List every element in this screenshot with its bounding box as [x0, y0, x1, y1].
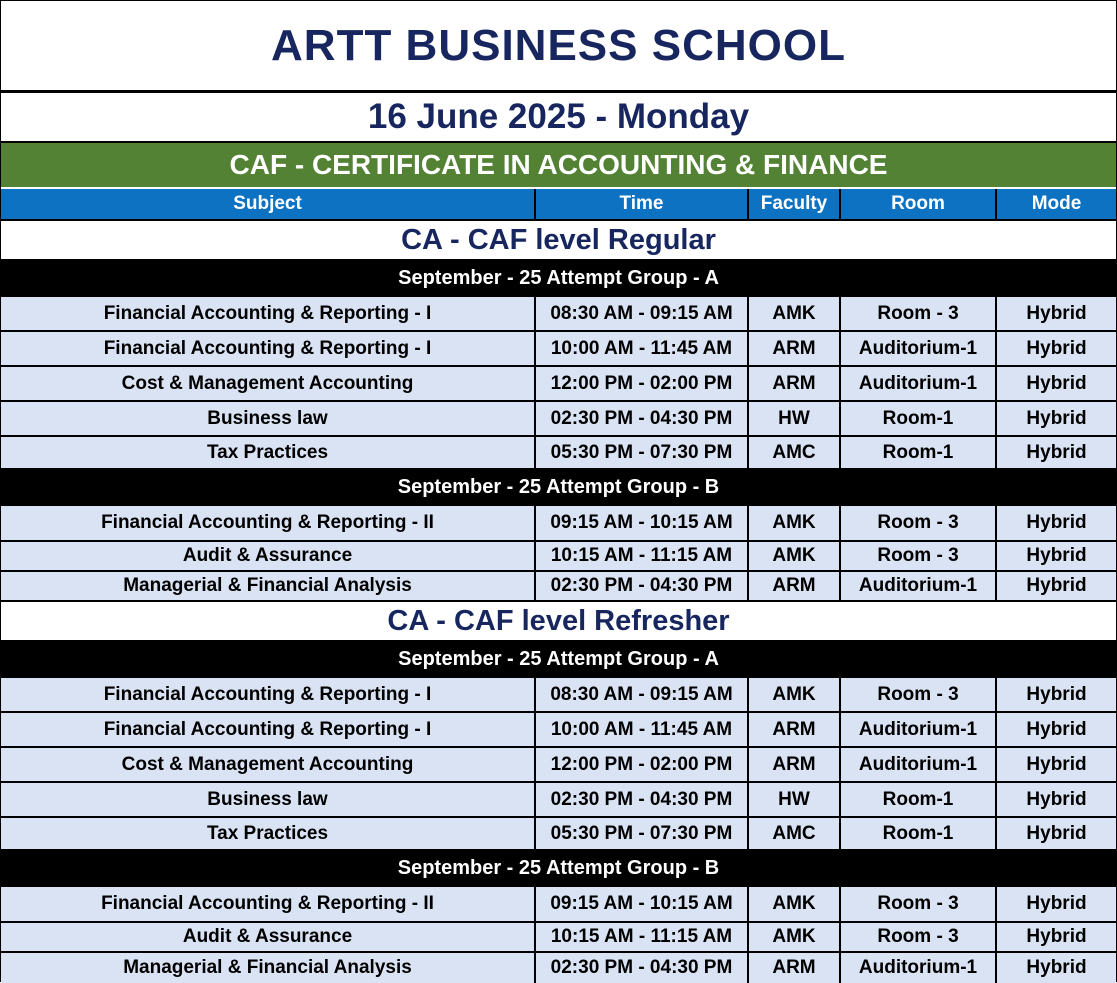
room-cell: Room - 3: [841, 887, 997, 921]
table-row: [1, 367, 1116, 402]
table-row: [1, 542, 1116, 572]
table-row: [1, 572, 1116, 602]
column-header-room: Room: [841, 189, 997, 219]
subject-cell: Financial Accounting & Reporting - I: [1, 297, 536, 330]
table-row: [1, 678, 1116, 713]
schedule-rows: [1, 678, 1116, 851]
mode-cell: Hybrid: [1026, 302, 1087, 324]
subject-cell: Financial Accounting & Reporting - II: [1, 887, 536, 921]
level-heading-regular: CA - CAF level Regular: [1, 221, 1116, 261]
time-cell: 02:30 PM - 04:30 PM: [536, 572, 749, 600]
mode-cell: Hybrid: [1026, 893, 1087, 914]
group-heading: September - 25 Attempt Group - A: [1, 642, 1116, 678]
faculty-cell: ARM: [749, 332, 841, 365]
subject-cell: Financial Accounting & Reporting - I: [1, 332, 536, 365]
mode-cell: Hybrid: [1026, 753, 1087, 775]
table-row: [1, 923, 1116, 953]
time-cell: 09:15 AM - 10:15 AM: [536, 887, 749, 921]
faculty-cell: AMC: [749, 818, 841, 849]
time-cell: 10:15 AM - 11:15 AM: [536, 542, 749, 570]
time-cell: 02:30 PM - 04:30 PM: [536, 953, 749, 983]
subject-cell: Cost & Management Accounting: [1, 367, 536, 400]
time-cell: 02:30 PM - 04:30 PM: [536, 402, 749, 435]
room-cell: Room - 3: [841, 506, 997, 540]
time-cell: 09:15 AM - 10:15 AM: [536, 506, 749, 540]
table-row: [1, 506, 1116, 542]
subject-cell: Business law: [1, 402, 536, 435]
subject-cell: Audit & Assurance: [1, 542, 536, 570]
faculty-cell: AMC: [749, 437, 841, 468]
time-cell: 08:30 AM - 09:15 AM: [536, 678, 749, 711]
column-header-mode: Mode: [997, 189, 1116, 219]
room-cell: Room-1: [841, 818, 997, 849]
subject-cell: Managerial & Financial Analysis: [1, 953, 536, 983]
subject-cell: Tax Practices: [1, 437, 536, 468]
table-row: [1, 887, 1116, 923]
group-heading: September - 25 Attempt Group - B: [1, 470, 1116, 506]
column-header-row: [1, 189, 1116, 221]
mode-cell: Hybrid: [1026, 957, 1087, 978]
subject-cell: Financial Accounting & Reporting - II: [1, 506, 536, 540]
mode-cell: Hybrid: [1026, 372, 1087, 394]
table-row: [1, 402, 1116, 437]
room-cell: Auditorium-1: [841, 572, 997, 600]
faculty-cell: AMK: [749, 923, 841, 951]
faculty-cell: AMK: [749, 297, 841, 330]
program-title: CAF - CERTIFICATE IN ACCOUNTING & FINANCE: [1, 143, 1116, 189]
mode-cell: Hybrid: [1026, 683, 1087, 705]
schedule-rows: [1, 506, 1116, 602]
column-header-subject: Subject: [1, 189, 536, 219]
schedule-date: 16 June 2025 - Monday: [1, 93, 1116, 143]
subject-cell: Cost & Management Accounting: [1, 748, 536, 781]
mode-cell: Hybrid: [1026, 512, 1087, 533]
group-heading: September - 25 Attempt Group - B: [1, 851, 1116, 887]
faculty-cell: HW: [749, 402, 841, 435]
room-cell: Room - 3: [841, 923, 997, 951]
room-cell: Room - 3: [841, 542, 997, 570]
room-cell: Room - 3: [841, 678, 997, 711]
column-header-faculty: Faculty: [749, 189, 841, 219]
faculty-cell: ARM: [749, 748, 841, 781]
room-cell: Room-1: [841, 437, 997, 468]
faculty-cell: AMK: [749, 506, 841, 540]
schedule-rows: [1, 297, 1116, 470]
table-row: [1, 953, 1116, 983]
faculty-cell: HW: [749, 783, 841, 816]
mode-cell: Hybrid: [1026, 718, 1087, 740]
subject-cell: Business law: [1, 783, 536, 816]
room-cell: Auditorium-1: [841, 953, 997, 983]
table-row: [1, 332, 1116, 367]
room-cell: Auditorium-1: [841, 748, 997, 781]
table-row: [1, 748, 1116, 783]
faculty-cell: ARM: [749, 572, 841, 600]
subject-cell: Financial Accounting & Reporting - I: [1, 713, 536, 746]
faculty-cell: AMK: [749, 887, 841, 921]
table-row: [1, 818, 1116, 851]
room-cell: Auditorium-1: [841, 332, 997, 365]
time-cell: 05:30 PM - 07:30 PM: [536, 818, 749, 849]
time-cell: 10:15 AM - 11:15 AM: [536, 923, 749, 951]
mode-cell: Hybrid: [1026, 407, 1087, 429]
table-row: [1, 297, 1116, 332]
room-cell: Auditorium-1: [841, 367, 997, 400]
time-cell: 02:30 PM - 04:30 PM: [536, 783, 749, 816]
faculty-cell: AMK: [749, 542, 841, 570]
school-title: ARTT BUSINESS SCHOOL: [1, 1, 1116, 93]
subject-cell: Financial Accounting & Reporting - I: [1, 678, 536, 711]
schedule-rows: [1, 887, 1116, 983]
room-cell: Auditorium-1: [841, 713, 997, 746]
column-header-time: Time: [536, 189, 749, 219]
room-cell: Room-1: [841, 783, 997, 816]
faculty-cell: ARM: [749, 367, 841, 400]
faculty-cell: AMK: [749, 678, 841, 711]
mode-cell: Hybrid: [1026, 822, 1087, 844]
mode-cell: Hybrid: [1026, 545, 1087, 566]
time-cell: 10:00 AM - 11:45 AM: [536, 713, 749, 746]
mode-cell: Hybrid: [1026, 441, 1087, 463]
table-row: [1, 783, 1116, 818]
time-cell: 12:00 PM - 02:00 PM: [536, 367, 749, 400]
subject-cell: Tax Practices: [1, 818, 536, 849]
group-heading: September - 25 Attempt Group - A: [1, 261, 1116, 297]
mode-cell: Hybrid: [1026, 788, 1087, 810]
time-cell: 10:00 AM - 11:45 AM: [536, 332, 749, 365]
room-cell: Room - 3: [841, 297, 997, 330]
time-cell: 05:30 PM - 07:30 PM: [536, 437, 749, 468]
faculty-cell: ARM: [749, 953, 841, 983]
table-row: [1, 713, 1116, 748]
time-cell: 08:30 AM - 09:15 AM: [536, 297, 749, 330]
level-heading-refresher: CA - CAF level Refresher: [1, 602, 1116, 642]
subject-cell: Audit & Assurance: [1, 923, 536, 951]
mode-cell: Hybrid: [1026, 337, 1087, 359]
table-row: [1, 437, 1116, 470]
subject-cell: Managerial & Financial Analysis: [1, 572, 536, 600]
mode-cell: Hybrid: [1026, 575, 1087, 596]
faculty-cell: ARM: [749, 713, 841, 746]
mode-cell: Hybrid: [1026, 926, 1087, 947]
room-cell: Room-1: [841, 402, 997, 435]
time-cell: 12:00 PM - 02:00 PM: [536, 748, 749, 781]
